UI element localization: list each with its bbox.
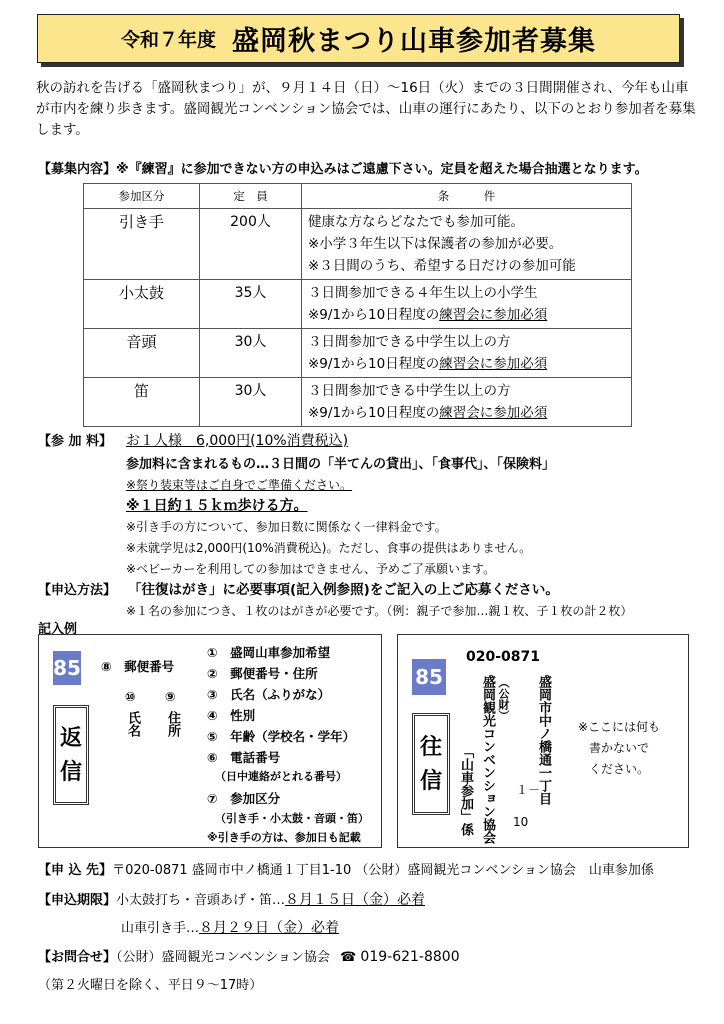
reply-item: ⑦ 参加区分 — [207, 791, 281, 806]
reply-item: ⑤ 年齢（学校名・学年） — [207, 729, 356, 744]
reply-kanji-box — [53, 705, 89, 805]
condition-text: ※9/1から10日程度の — [308, 405, 440, 421]
outgoing-card-example — [397, 634, 689, 848]
condition-emphasis: 練習会に参加必須 — [439, 405, 548, 421]
condition-line — [308, 353, 625, 375]
table-row — [84, 280, 632, 329]
fee-note-flat: ※引き手の方について、参加日数に関係なく一律料金です。 — [126, 520, 447, 534]
row-category: 笛 — [84, 378, 200, 427]
condition-emphasis: 練習会に参加必須 — [439, 307, 548, 323]
reply-item: ⑥ 電話番号 — [207, 750, 281, 765]
condition-line: 健康な方ならどなたでも参加可能。 — [308, 214, 524, 230]
recruit-note: ※『練習』に参加できない方の申込みはご遠慮下さい。定員を超えた場合抽選となります。 — [116, 162, 648, 177]
outgoing-postal: 020-0871 — [466, 649, 540, 665]
outgoing-blank-note — [564, 717, 674, 780]
row-capacity: 30人 — [200, 378, 302, 427]
reply-number-badge: 85 — [53, 651, 81, 685]
header-capacity: 定 員 — [200, 184, 302, 209]
condition-line — [308, 402, 625, 424]
table-row — [84, 378, 632, 427]
note-line: ください。 — [588, 762, 649, 776]
contact-label: 【お問合せ】 — [38, 950, 117, 965]
row-capacity: 30人 — [200, 329, 302, 378]
fee-label: 【参 加 料】 — [38, 434, 113, 449]
reply-item: ② 郵便番号・住所 — [207, 666, 318, 681]
fee-note-preschool: ※未就学児は2,000円(10%消費税込)。ただし、食事の提供はありません。 — [126, 541, 532, 555]
table-row — [84, 329, 632, 378]
example-label: 記入例 — [38, 622, 78, 637]
title-banner — [37, 14, 680, 63]
reply-item-note: ※引き手の方は、参加日も記載 — [207, 831, 361, 844]
condition-line: ３日間参加できる中学生以上の方 — [308, 383, 511, 399]
destination-label: 【申 込 先】 — [38, 863, 113, 878]
condition-line: ３日間参加できる４年生以上の小学生 — [308, 285, 538, 301]
row-conditions — [302, 378, 632, 427]
apply-note: ※１名の参加につき、１枚のはがきが必要です。（例：親子で参加…親１枚、子１枚の計２枚） — [126, 604, 633, 618]
condition-line — [308, 304, 625, 326]
contact-org: （公財）盛岡観光コンベンション協会 — [116, 950, 330, 965]
outgoing-org-vertical: 盛岡観光コンベンション協会 — [480, 675, 495, 844]
row-category: 引き手 — [84, 209, 200, 280]
note-line: 書かないで — [588, 741, 649, 755]
deadline-line-1 — [38, 889, 425, 909]
reply-card-example — [38, 634, 382, 848]
row-capacity: 35人 — [200, 280, 302, 329]
outgoing-address-number-2: 10 — [513, 815, 529, 829]
apply-label: 【申込方法】 — [38, 583, 117, 598]
destination-text: 〒020-0871 盛岡市中ノ橋通１丁目1-10 （公財）盛岡観光コンベンション協会 山車参加係 — [112, 863, 654, 878]
table-row — [84, 209, 632, 280]
outgoing-kanji-bottom: 信 — [419, 768, 442, 794]
condition-text: ※9/1から10日程度の — [308, 356, 440, 372]
contact-line — [38, 946, 460, 965]
deadline-label: 【申込期限】 — [38, 893, 117, 908]
deadline-drums: 小太鼓打ち・音頭あげ・笛… — [116, 893, 286, 908]
condition-emphasis: 練習会に参加必須 — [439, 356, 548, 372]
fee-note-costume: ※祭り装束等はご自身でご準備ください。 — [126, 478, 353, 492]
reply-item: ④ 性別 — [207, 708, 256, 723]
reply-item-sub: （引き手・小太鼓・音頭・笛） — [215, 812, 369, 825]
outgoing-kanji-box — [412, 713, 450, 815]
reply-postal-label: ⑧ 郵便番号 — [101, 659, 175, 674]
deadline-pullers-date: ８月２９日（金）必着 — [199, 920, 340, 936]
reply-kanji-bottom: 信 — [59, 759, 82, 785]
reply-item: ③ 氏名（ふりがな） — [207, 687, 331, 702]
fee-includes: 参加料に含まれるもの…３日間の「半てんの貸出」、「食事代」、「保険料」 — [126, 457, 556, 472]
reply-item: ① 盛岡山車参加希望 — [207, 645, 331, 660]
header-conditions: 条 件 — [302, 184, 632, 209]
row-conditions — [302, 329, 632, 378]
contact-hours: （第２火曜日を除く、平日９～17時） — [38, 978, 263, 993]
contact-tel: 019-621-8800 — [360, 949, 460, 965]
title-prefix: 令和７年度 — [120, 29, 216, 51]
reply-address-vertical: 住所 — [165, 711, 180, 737]
condition-text: ※9/1から10日程度の — [308, 307, 440, 323]
row-capacity: 200人 — [200, 209, 302, 280]
recruit-table — [83, 183, 632, 427]
condition-line: ※小学３年生以下は保護者の参加が必要。 — [308, 236, 563, 252]
row-category: 小太鼓 — [84, 280, 200, 329]
reply-circ-10: ⑩ — [125, 689, 136, 704]
outgoing-dept-vertical: 「山車参加」係 — [458, 745, 473, 836]
row-conditions — [302, 209, 632, 280]
condition-line: ※３日間のうち、希望する日だけの参加可能 — [308, 258, 576, 274]
reply-name-vertical: 氏名 — [125, 711, 140, 737]
deadline-pullers: 山車引き手… — [121, 921, 200, 936]
condition-line: ３日間参加できる中学生以上の方 — [308, 334, 511, 350]
deadline-line-2 — [121, 917, 339, 937]
outgoing-number-badge: 85 — [412, 659, 446, 695]
outgoing-address-number: １－ — [516, 783, 541, 797]
fee-note-walk: ※１日約１５ｋｍ歩ける方。 — [126, 498, 308, 514]
apply-text: 「往復はがき」に必要事項(記入例参照)をご記入の上ご応募ください。 — [128, 582, 559, 598]
destination-line — [38, 859, 654, 878]
recruit-label: 【募集内容】 — [38, 162, 117, 177]
row-category: 音頭 — [84, 329, 200, 378]
recruit-heading — [38, 158, 648, 177]
deadline-drums-date: ８月１５日（金）必着 — [285, 892, 426, 908]
fee-note-stroller: ※ベビーカーを利用しての参加はできません、予めご了承願います。 — [126, 562, 496, 576]
header-category: 参加区分 — [84, 184, 200, 209]
outgoing-org-prefix: （公財） — [497, 677, 510, 721]
page-title: 盛岡秋まつり山車参加者募集 — [232, 26, 596, 57]
reply-kanji-top: 返 — [59, 725, 82, 751]
reply-circ-9: ⑨ — [165, 689, 176, 704]
table-header-row — [84, 184, 632, 209]
row-conditions — [302, 280, 632, 329]
note-line: ※ここには何も — [577, 720, 661, 734]
outgoing-kanji-top: 往 — [419, 734, 442, 760]
outgoing-address-vertical: 盛岡市中ノ橋通一丁目 — [536, 675, 551, 805]
reply-item-sub: （日中連絡がとれる番号） — [215, 770, 347, 783]
intro-text: 秋の訪れを告げる「盛岡秋まつり」が、９月１４日（日）～16日（火）までの３日間開催され、今年も山車が市内を練り歩きます。盛岡観光コンベンション協会では、山車の運行にあたり、以下のとおり参加者を募集します。 — [36, 80, 696, 138]
fee-amount: お１人様 6,000円(10%消費税込) — [126, 433, 349, 449]
phone-icon: ☎ — [340, 950, 357, 965]
